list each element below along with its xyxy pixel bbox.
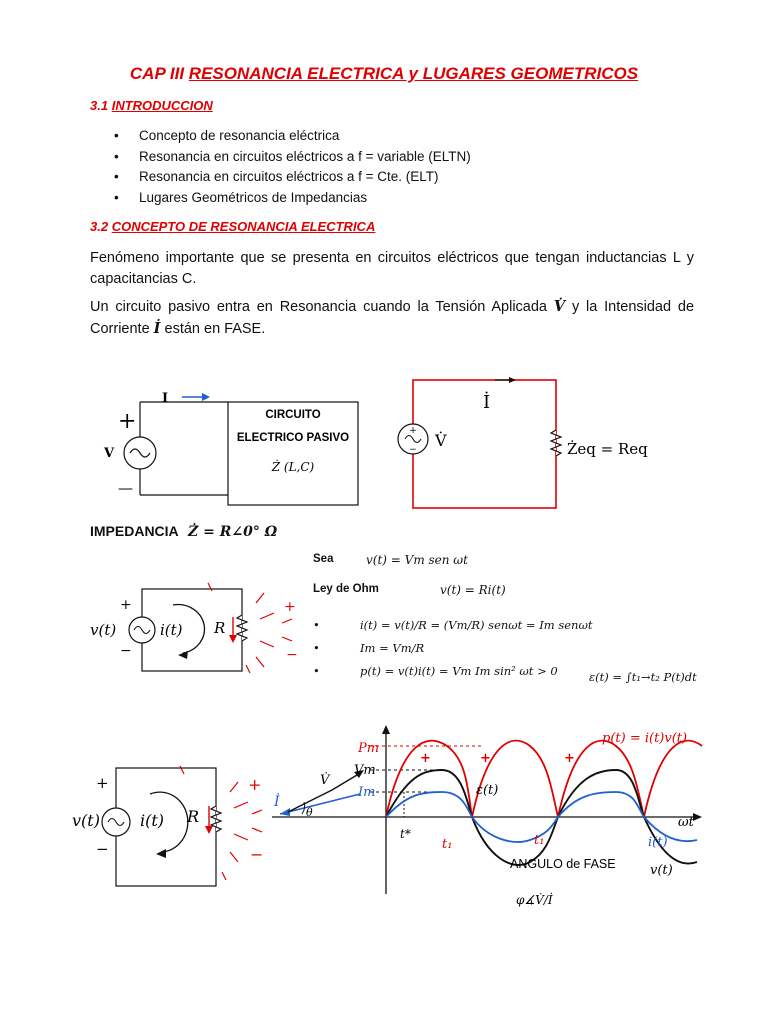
list-item: • Resonancia en circuitos eléctricos a f = Cte. (ELT) (114, 167, 674, 188)
para-text: Un circuito pasivo entra en Resonancia cuando la Tensión Aplicada (90, 299, 547, 315)
plus-marker: + (564, 751, 575, 766)
source-minus: − (409, 445, 417, 455)
current-phasor-label: İ (274, 794, 280, 810)
resistor-label: R (187, 807, 200, 826)
impedance-equation: Żeq = Req (567, 440, 648, 458)
red-plus: + (248, 775, 262, 794)
pm-label: Pm (358, 741, 380, 756)
impedance-label: IMPEDANCIA (90, 523, 179, 539)
ohm-law-equation: v(t) = Ri(t) (440, 583, 506, 597)
source-plus: + (409, 426, 417, 436)
power-curve (386, 741, 702, 817)
theta-label: θ (306, 806, 313, 819)
paragraph-resonance-condition (90, 296, 694, 340)
red-minus: − (250, 845, 264, 864)
t1-label-a: t₁ (442, 837, 453, 852)
box-label-impedance: Ż (L,C) (271, 460, 315, 474)
current-phasor (280, 794, 360, 814)
current-equation: • i(t) = v(t)/R = (Vm/R) senωt = Im senωt (313, 614, 713, 637)
current-label: I (162, 391, 169, 406)
ohm-law-label: Ley de Ohm (313, 583, 379, 595)
minus-sign: − (96, 840, 109, 858)
impedance-heading (90, 523, 277, 540)
chapter-number: CAP III (129, 64, 185, 83)
voltage-symbol: V̇ (435, 431, 447, 450)
voltage-equation: v(t) = Vm sen ωt (366, 553, 468, 567)
phase-angle-formula: φ∡V̇/İ (516, 893, 553, 907)
plus-sign: + (118, 409, 137, 434)
section-number: 3.1 (90, 98, 109, 113)
list-item: • Resonancia en circuitos eléctricos a f = variable (ELTN) (114, 147, 674, 168)
document-title (0, 64, 768, 84)
current-curve-label: i(t) (648, 835, 668, 850)
minus-sign: − (120, 643, 132, 659)
paragraph-definition: Fenómeno importante que se presenta en circuitos eléctricos que tengan inductancias L y capacitancias C. (90, 250, 694, 287)
omega-t-label: ωt (678, 815, 694, 830)
red-plus: + (284, 599, 296, 615)
voltage-label: V (104, 446, 115, 461)
current-label: i(t) (140, 811, 165, 830)
resistor-label: R (214, 619, 226, 637)
vm-label: Vm (354, 763, 376, 778)
passive-circuit-diagram (90, 385, 390, 510)
section-3-1-heading (90, 98, 213, 113)
waveform-graph (272, 722, 712, 922)
current-symbol: İ (483, 392, 491, 413)
minus-sign: — (118, 479, 133, 497)
plus-sign: + (120, 597, 132, 613)
section-label: CONCEPTO DE RESONANCIA ELECTRICA (111, 219, 376, 234)
plus-sign: + (96, 774, 109, 792)
equivalent-circuit-diagram (395, 368, 670, 513)
voltage-curve-label: v(t) (650, 863, 673, 878)
resistive-circuit-diagram-bottom (72, 760, 277, 895)
current-label: i(t) (160, 621, 183, 639)
list-item: • Lugares Geométricos de Impedancias (114, 188, 674, 209)
red-minus: − (286, 647, 298, 663)
list-item: • Concepto de resonancia eléctrica (114, 126, 674, 147)
box-label-1: CIRCUITO (265, 409, 321, 421)
section-label: INTRODUCCION (111, 98, 213, 113)
voltage-symbol: V̇ (553, 298, 566, 315)
energy-label: ε(t) (476, 783, 499, 798)
chapter-title: RESONANCIA ELECTRICA y LUGARES GEOMETRICOS (188, 64, 639, 83)
current-symbol: İ (153, 320, 161, 337)
section-number: 3.2 (90, 219, 109, 234)
intro-bullet-list (114, 126, 674, 208)
power-equation: • p(t) = v(t)i(t) = Vm Im sin² ωt > 0 (313, 660, 713, 683)
voltage-label: v(t) (90, 621, 117, 639)
voltage-label: v(t) (72, 811, 100, 830)
sea-label: Sea (313, 553, 334, 565)
resistive-circuit-diagram-top (88, 575, 313, 680)
para-text: y la Intensidad de Corriente (90, 299, 695, 337)
plus-marker: + (480, 751, 491, 766)
box-label-2: ELECTRICO PASIVO (236, 432, 350, 444)
energy-equation: ε(t) = ∫t₁→t₂ P(t)dt (589, 670, 697, 684)
plus-marker: + (420, 751, 431, 766)
para-text: están en FASE. (164, 321, 266, 337)
im-label: Im (358, 785, 376, 800)
t1-label-b: t₁ (534, 833, 545, 848)
power-label: p(t) = i(t)v(t) (602, 731, 688, 746)
phase-angle-label: ANGULO de FASE (510, 857, 616, 871)
t-star-label: t* (400, 827, 411, 841)
max-current-equation: • Im = Vm/R (313, 637, 713, 660)
impedance-formula: Ż = R∠0° Ω (188, 524, 278, 540)
voltage-phasor-label: V̇ (320, 773, 330, 788)
section-3-2-heading (90, 219, 375, 234)
